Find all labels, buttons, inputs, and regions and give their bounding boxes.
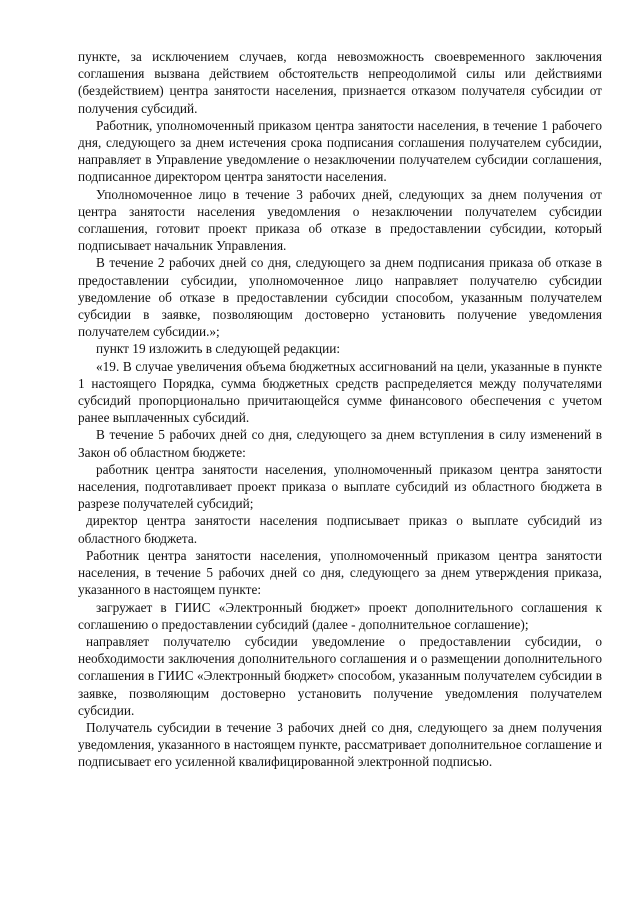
paragraph-11: загружает в ГИИС «Электронный бюджет» проект дополнительного соглашения к соглашению о предоставлении субсидий (далее - дополнительное соглашение); [78, 599, 602, 632]
paragraph-5: пункт 19 изложить в следующей редакции: [96, 341, 341, 357]
paragraph-10: Работник центра занятости населения, уполномоченный приказом центра занятости населения, в течение 5 рабочих дней со дня, следующего за днем утверждения приказа, указанного в настоящем пункте: [78, 547, 602, 598]
paragraph-13: Получатель субсидии в течение 3 рабочих дней со дня, следующего за днем получения уведомления, указанного в настоящем пункте, рассматривает дополнительное соглашение и подписывает его усиленной квалифицированной электронной подписью. [78, 719, 602, 770]
paragraph-6: «19. В случае увеличения объема бюджетных ассигнований на цели, указанные в пункте 1 настоящего Порядка, сумма бюджетных средств распределяется между получателями субсидий пропорционально причитающейся сумме финансового обеспечения с учетом ранее выплаченных субсидий. [78, 358, 602, 426]
paragraph-12: направляет получателю субсидии уведомление о предоставлении субсидии, о необходимости заключения дополнительного соглашения и о размещении дополнительного соглашения в ГИИС «Электронный бюджет» способом, указанным получателем субсидии в заявке, позволяющим достоверно установить получение уведомления получателем субсидии. [78, 633, 602, 718]
paragraph-4: В течение 2 рабочих дней со дня, следующего за днем подписания приказа об отказе в предоставлении субсидии, уполномоченное лицо направляет получателю субсидии уведомление об отказе в предоставлении субсидии способом, указанным получателем субсидии в заявке, позволяющим достоверно установить получение уведомления получателем субсидии.»; [78, 255, 602, 340]
paragraph-1: пункте, за исключением случаев, когда невозможность своевременного заключения соглашения вызвана действием обстоятельств непреодолимой силы или действиями (бездействием) центра занятости населения, признается отказом получателя субсидии от получения субсидий. [78, 49, 602, 116]
paragraph-3: Уполномоченное лицо в течение 3 рабочих дней, следующих за днем получения от центра занятости населения уведомления о незаключении получателем субсидии соглашения, готовит проект приказа об отказе в предоставлении субсидии, который подписывает начальник Управления. [78, 186, 602, 254]
paragraph-7: В течение 5 рабочих дней со дня, следующего за днем вступления в силу изменений в Закон об областном бюджете: [78, 427, 602, 460]
paragraph-9: директор центра занятости населения подписывает приказ о выплате субсидий из областного бюджета. [78, 513, 602, 546]
paragraph-2: Работник, уполномоченный приказом центра занятости населения, в течение 1 рабочего дня, следующего за днем истечения срока подписания соглашения получателем субсидии, направляет в Управление уведомление о незаключении получателем субсидии соглашения, подписанное директором центра занятости населения. [78, 117, 602, 185]
paragraph-8: работник центра занятости населения, уполномоченный приказом центра занятости населения, подготавливает проект приказа о выплате субсидий из областного бюджета в разрезе получателей субсидий; [78, 461, 602, 512]
document-page [78, 48, 602, 771]
